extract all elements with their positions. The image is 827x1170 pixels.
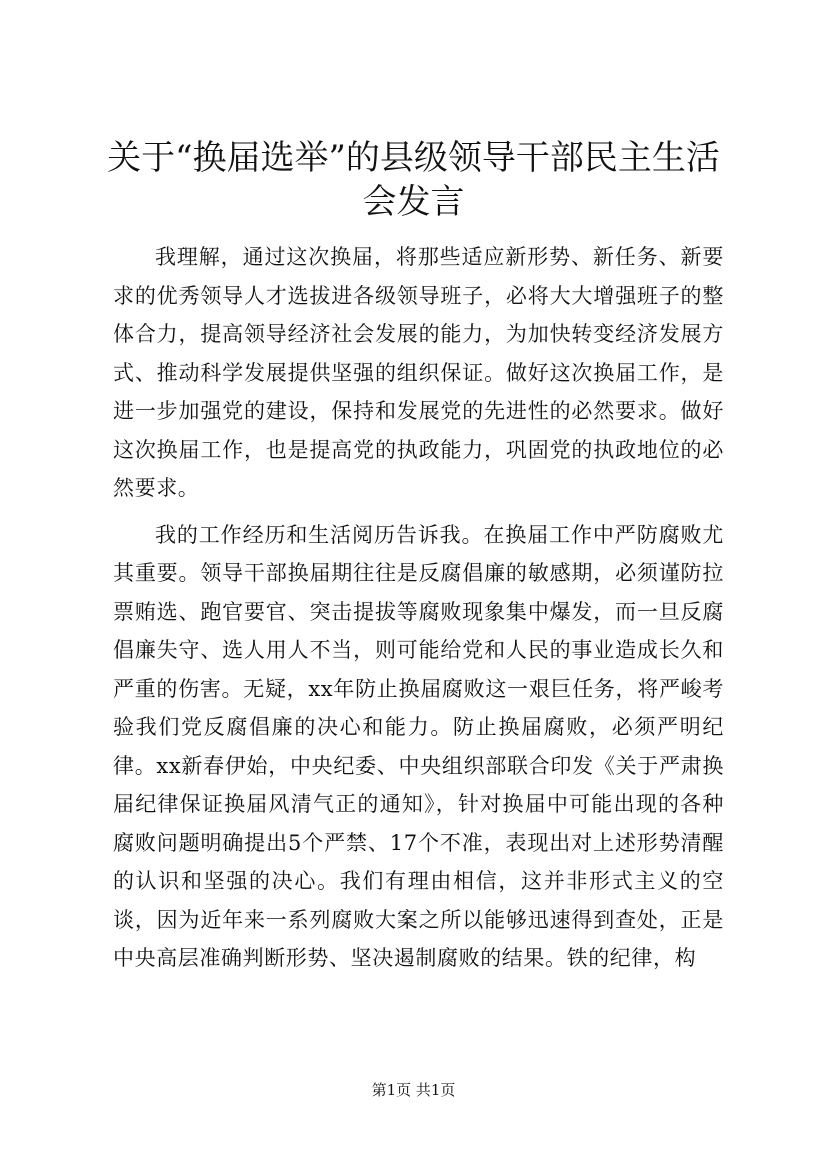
paragraph-2: 我的工作经历和生活阅历告诉我。在换届工作中严防腐败尤其重要。领导干部换届期往往是反腐倡廉的敏感期，必须谨防拉票贿选、跑官要官、突击提拔等腐败现象集中爆发，而一旦反腐倡廉失守、选人用人不当，则可能给党和人民的事业造成长久和严重的伤害。无疑，xx年防止换届腐败这一艰巨任务，将严峻考验我们党反腐倡廉的决心和能力。防止换届腐败，必须严明纪律。xx新春伊始，中央纪委、中央组织部联合印发《关于严肃换届纪律保证换届风清气正的通知》，针对换届中可能出现的各种腐败问题明确提出5个严禁、17个不准，表现出对上述形势清醒的认识和坚强的决心。我们有理由相信，这并非形式主义的空谈，因为近年来一系列腐败大案之所以能够迅速得到查处，正是中央高层准确判断形势、坚决遏制腐败的结果。铁的纪律，构 [113, 522, 724, 970]
paragraph-1: 我理解，通过这次换届，将那些适应新形势、新任务、新要求的优秀领导人才选拔进各级领导班子，必将大大增强班子的整体合力，提高领导经济社会发展的能力，为加快转变经济发展方式、推动科学发展提供坚强的组织保证。做好这次换届工作，是进一步加强党的建设，保持和发展党的先进性的必然要求。做好这次换届工作，也是提高党的执政能力，巩固党的执政地位的必然要求。 [113, 245, 724, 500]
document-title: 关于“换届选举”的县级领导干部民主生活会发言 [107, 138, 720, 222]
document-body [113, 238, 724, 986]
page-footer: 第1页 共1页 [371, 1081, 456, 1099]
